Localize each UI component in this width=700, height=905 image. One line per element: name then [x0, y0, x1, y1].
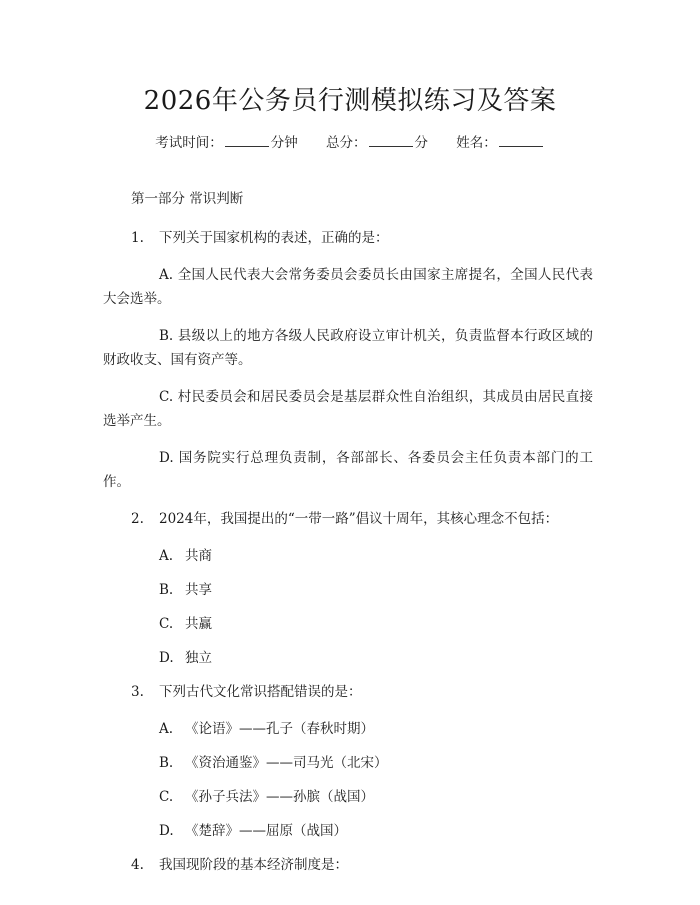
exam-time-blank	[225, 134, 269, 147]
question-content	[103, 187, 593, 890]
option-text: 共赢	[185, 616, 212, 632]
option-item	[159, 612, 593, 636]
option-item	[159, 646, 593, 670]
option-item	[103, 446, 593, 494]
question-item	[131, 507, 593, 531]
name-blank	[499, 134, 543, 147]
option-text: 《论语》——孔子（春秋时期）	[185, 721, 374, 737]
option-item	[103, 324, 593, 372]
option-text: 《资治通鉴》——司马光（北宋）	[185, 755, 388, 771]
option-letter: C.	[159, 616, 174, 632]
total-score-blank	[369, 134, 413, 147]
question-item	[131, 680, 593, 704]
question-text: 2024年，我国提出的“一带一路”倡议十周年，其核心理念不包括：	[159, 511, 559, 527]
exam-time-field	[155, 131, 298, 151]
question-number: 3.	[131, 684, 144, 700]
exam-time-unit: 分钟	[270, 135, 298, 151]
total-score-label: 总分：	[326, 135, 367, 151]
name-field	[456, 131, 545, 151]
question-text: 下列古代文化常识搭配错误的是：	[159, 684, 362, 700]
option-letter: D.	[159, 650, 174, 666]
option-item	[159, 785, 593, 809]
option-letter: B.	[159, 582, 174, 598]
option-text: 国务院实行总理负责制，各部部长、各委员会主任负责本部门的工作。	[103, 450, 593, 490]
option-text: 《楚辞》——屈原（战国）	[185, 823, 347, 839]
page-title: 2026年公务员行测模拟练习及答案	[143, 86, 557, 116]
option-item	[159, 751, 593, 775]
question-item	[131, 226, 593, 250]
option-item	[159, 819, 593, 843]
option-text: 独立	[185, 650, 212, 666]
option-letter: C.	[159, 789, 174, 805]
option-text: 村民委员会和居民委员会是基层群众性自治组织，其成员由居民直接选举产生。	[103, 389, 594, 429]
option-text: 县级以上的地方各级人民政府设立审计机关，负责监督本行政区域的财政收支、国有资产等。	[103, 328, 594, 368]
option-item	[159, 717, 593, 741]
option-letter: C.	[159, 389, 174, 405]
question-number: 4.	[131, 857, 144, 873]
option-text: 全国人民代表大会常务委员会委员长由国家主席提名，全国人民代表大会选举。	[103, 267, 594, 307]
question-text: 下列关于国家机构的表述，正确的是：	[159, 230, 389, 246]
option-text: 共商	[185, 548, 212, 564]
exam-info-line	[0, 131, 700, 151]
total-score-field	[326, 131, 428, 151]
option-letter: B.	[159, 755, 174, 771]
option-text: 《孙子兵法》——孙膑（战国）	[185, 789, 374, 805]
section-heading: 第一部分 常识判断	[131, 191, 244, 207]
option-text: 共享	[185, 582, 212, 598]
option-letter: B.	[159, 328, 174, 344]
option-item	[159, 544, 593, 568]
question-text: 我国现阶段的基本经济制度是：	[159, 857, 348, 873]
question-item	[131, 853, 593, 877]
option-item	[103, 385, 593, 433]
exam-time-label: 考试时间：	[155, 135, 223, 151]
option-item	[103, 263, 593, 311]
total-score-unit: 分	[414, 135, 428, 151]
option-letter: D.	[159, 823, 174, 839]
name-label: 姓名：	[456, 135, 497, 151]
option-letter: A.	[159, 267, 174, 283]
option-letter: A.	[159, 548, 174, 564]
option-letter: D.	[159, 450, 174, 466]
option-letter: A.	[159, 721, 174, 737]
option-item	[159, 578, 593, 602]
question-number: 2.	[131, 511, 144, 527]
question-number: 1.	[131, 230, 144, 246]
